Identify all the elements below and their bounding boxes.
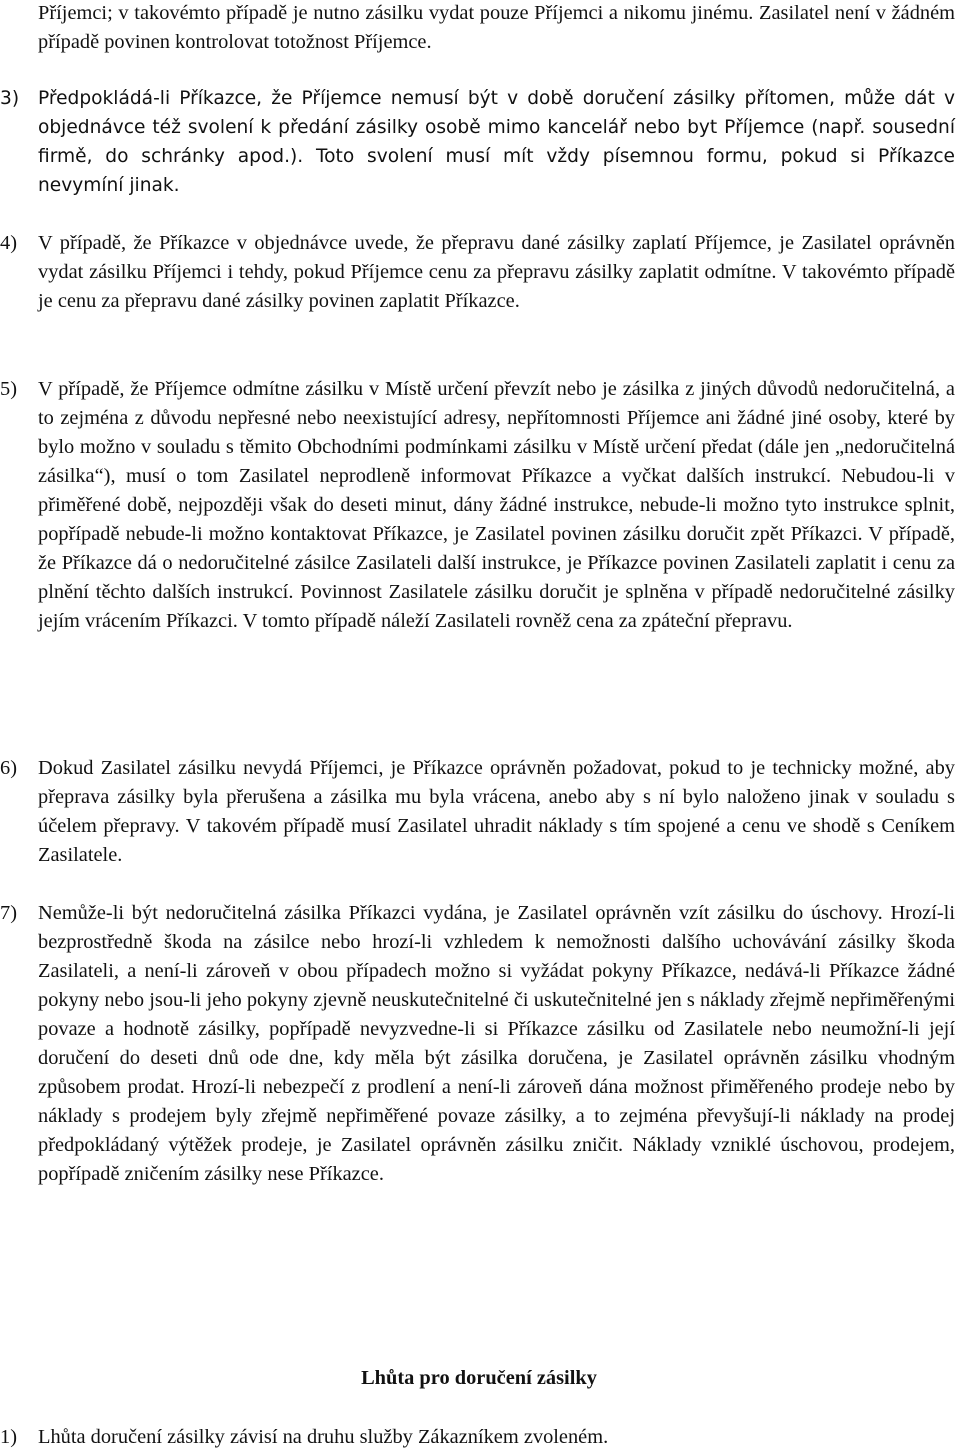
list-item-number: 3): [0, 88, 20, 109]
list-item-text: Nemůže-li být nedoručitelná zásilka Příkazci vydána, je Zasilatel oprávněn vzít zásilku do úschovy. Hrozí-li bezprostředně škoda na zásilce nebo hrozí-li vzhledem k nemožnosti dalšího uchovávání zásilky škoda Zasilateli, a není-li zároveň v obou případech možno si vyžádat pokyny Příkazce, nedává-li Příkazce žádné pokyny nebo jsou-li jeho pokyny zjevně neuskutečnitelné či uskutečnitelné jen s náklady zřejmě nepřiměřenými povaze a hodnotě zásilky, popřípadě nevyzvedne-li si Příkazce zásilku od Zasilatele nebo neumožní-li její doručení do deseti dnů ode dne, kdy měla být zásilka doručena, je Zasilatel oprávněn zásilku vhodným způsobem prodat. Hrozí-li nebezpečí z prodlení a není-li zároveň dána možnost přiměřeného prodeje nebo by náklady s prodejem byly zřejmě nepřiměřené povaze zásilky, a to zejména převyšují-li náklady na prodej předpokládaný výtěžek prodeje, je Zasilatel oprávněn zásilku zničit. Náklady vzniklé úschovou, prodejem, popřípadě zničením zásilky nese Příkazce.: [38, 902, 955, 1185]
list-item-4: [0, 229, 955, 316]
list-item-number: 4): [0, 232, 17, 254]
list-item-number: 5): [0, 378, 17, 400]
section-heading: Lhůta pro doručení zásilky: [361, 1367, 597, 1389]
list-item-7: [0, 899, 955, 1189]
list-item-text: Lhůta doručení zásilky závisí na druhu služby Zákazníkem zvoleném.: [38, 1426, 609, 1448]
list-item-text: V případě, že Příkazce v objednávce uvede, že přepravu dané zásilky zaplatí Příjemce, je Zasilatel oprávněn vydat zásilku Příjemci i tehdy, pokud Příjemce cenu za přepravu zásilky zaplatit odmítne. V takovémto případě je cenu za přepravu dané zásilky povinen zaplatit Příkazce.: [38, 232, 955, 312]
list-item-6: [0, 754, 955, 870]
list-item-3: [0, 84, 955, 200]
list-item-number: 1): [0, 1426, 17, 1448]
section-list-item-1: [0, 1423, 955, 1452]
list-item-number: 7): [0, 902, 17, 924]
list-item-5: [0, 375, 955, 636]
list-item-text: Předpokládá-li Příkazce, že Příjemce nemusí být v době doručení zásilky přítomen, může dát v objednávce též svolení k předání zásilky osobě mimo kancelář nebo byt Příjemce (např. sousední firmě, do schránky apod.). Toto svolení musí mít vždy písemnou formu, pokud si Příkazce nevymíní jinak.: [38, 88, 955, 196]
list-item-number: 6): [0, 757, 17, 779]
list-item-text: V případě, že Příjemce odmítne zásilku v Místě určení převzít nebo je zásilka z jiných důvodů nedoručitelná, a to zejména z důvodu nepřesné nebo neexistující adresy, nepřítomnosti Příjemce ani žádné jiné osoby, které by bylo možno v souladu s těmito Obchodními podmínkami zásilku v Místě určení předat (dále jen „nedoručitelná zásilka“), musí o tom Zasilatel neprodleně informovat Příkazce a vyčkat dalších instrukcí. Nebudou-li v přiměřené době, nejpozději však do deseti minut, dány žádné instrukce, nebude-li možno tyto instrukce splnit, popřípadě nebude-li možno kontaktovat Příkazce, je Zasilatel povinen zásilku doručit zpět Příkazci. V případě, že Příkazce dá o nedoručitelné zásilce Zasilateli další instrukce, je Příkazce povinen Zasilateli zaplatit i cenu za plnění těchto dalších instrukcí. Povinnost Zasilatele zásilku doručit je splněna v případě nedoručitelné zásilky jejím vrácením Příkazci. V tomto případě náleží Zasilateli rovněž cena za zpáteční přepravu.: [38, 378, 955, 632]
list-item-text: Dokud Zasilatel zásilku nevydá Příjemci, je Příkazce oprávněn požadovat, pokud to je technicky možné, aby přeprava zásilky byla přerušena a zásilka mu byla vrácena, anebo aby s ní bylo naloženo jinak v souladu s účelem přepravy. V takovém případě musí Zasilatel uhradit náklady s tím spojené a cenu ve shodě s Ceníkem Zasilatele.: [38, 757, 955, 866]
intro-paragraph: Příjemci; v takovémto případě je nutno zásilku vydat pouze Příjemci a nikomu jinému. Zasilatel není v žádném případě povinen kontrolovat totožnost Příjemce.: [38, 2, 955, 53]
